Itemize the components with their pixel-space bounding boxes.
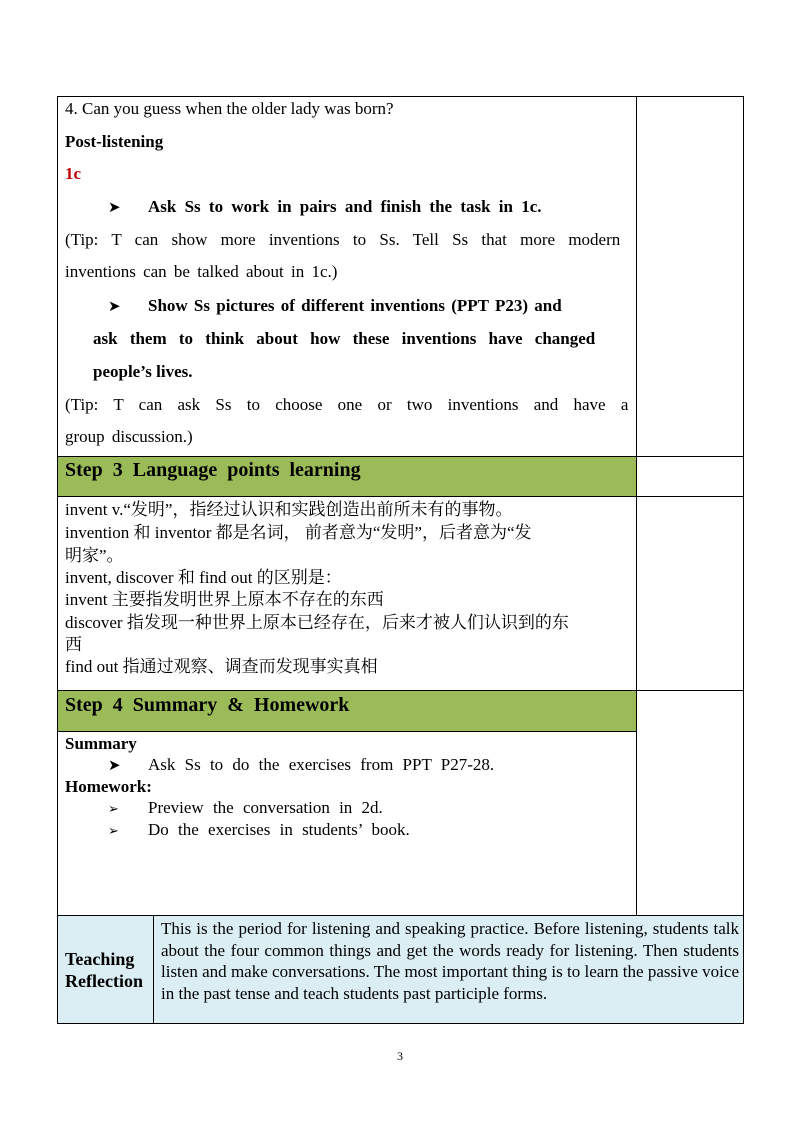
- arrow-bullet-icon: ➤: [108, 297, 121, 315]
- step4-heading: Step 4 Summary & Homework: [58, 691, 636, 732]
- language-point-line: discover 指发现一种世界上原本已经存在，后来才被人们认识到的东: [65, 613, 569, 632]
- language-point-line: find out 指通过观察、调查而发现事实真相: [65, 657, 378, 676]
- arrow-bullet-icon: ➤: [108, 198, 121, 216]
- arrow-bullet-icon: ➢: [108, 802, 119, 817]
- reflection-label-line1: Teaching: [65, 948, 135, 969]
- language-point-line: invent v.“发明”，指经过认识和实践创造出前所未有的事物。: [65, 500, 513, 519]
- step3-heading: Step 3 Language points learning: [58, 457, 636, 497]
- language-point-line: invent, discover 和 find out 的区别是：: [65, 568, 342, 587]
- section-1c-label: 1c: [65, 164, 82, 183]
- language-point-line: invention 和 inventor 都是名词， 前者意为“发明”，后者意为“发: [65, 523, 532, 542]
- bullet-show-pictures-line3: people’s lives.: [93, 362, 193, 381]
- arrow-bullet-icon: ➤: [108, 756, 121, 774]
- reflection-label-line2: Reflection: [65, 970, 143, 991]
- language-point-line: invent 主要指发明世界上原本不存在的东西: [65, 590, 384, 609]
- tip-two-line1: (Tip: T can ask Ss to choose one or two inventions and have a: [65, 395, 629, 414]
- teaching-reflection-row: [57, 915, 744, 1024]
- homework-label: Homework:: [65, 777, 152, 796]
- bullet-pair-work: ➤ Ask Ss to work in pairs and finish the task in 1c.: [108, 197, 542, 216]
- language-point-line: 明家”。: [65, 546, 124, 565]
- tip-one-line2: inventions can be talked about in 1c.): [65, 262, 338, 281]
- tip-one-line1: (Tip: T can show more inventions to Ss. Tell Ss that more modern: [65, 230, 621, 249]
- teaching-reflection-label: [58, 916, 154, 1023]
- summary-label: Summary: [65, 734, 137, 753]
- tip-two-line2: group discussion.): [65, 427, 193, 446]
- homework-item: ➢ Preview the conversation in 2d.: [108, 798, 383, 820]
- page-number: 3: [397, 1049, 403, 1063]
- bullet-show-pictures-line2: ask them to think about how these inventions have changed: [93, 329, 596, 348]
- language-point-line: 西: [65, 635, 82, 654]
- column-divider: [636, 96, 637, 915]
- summary-item: ➤ Ask Ss to do the exercises from PPT P27-28.: [108, 755, 495, 774]
- teaching-reflection-text: This is the period for listening and speaking practice. Before listening, students talk about the four common things and get the words ready for listening. Then students listen and make conversations. The most important thing is to learn the passive voice in the past tense and teach students past participle forms.: [161, 919, 739, 1003]
- bullet-show-pictures: ➤ Show Ss pictures of different inventions (PPT P23) and: [108, 296, 562, 315]
- question-text: 4. Can you guess when the older lady was born?: [65, 99, 394, 118]
- post-listening-heading: Post-listening: [65, 132, 164, 151]
- arrow-bullet-icon: ➢: [108, 824, 119, 839]
- homework-item: ➢ Do the exercises in students’ book.: [108, 820, 410, 842]
